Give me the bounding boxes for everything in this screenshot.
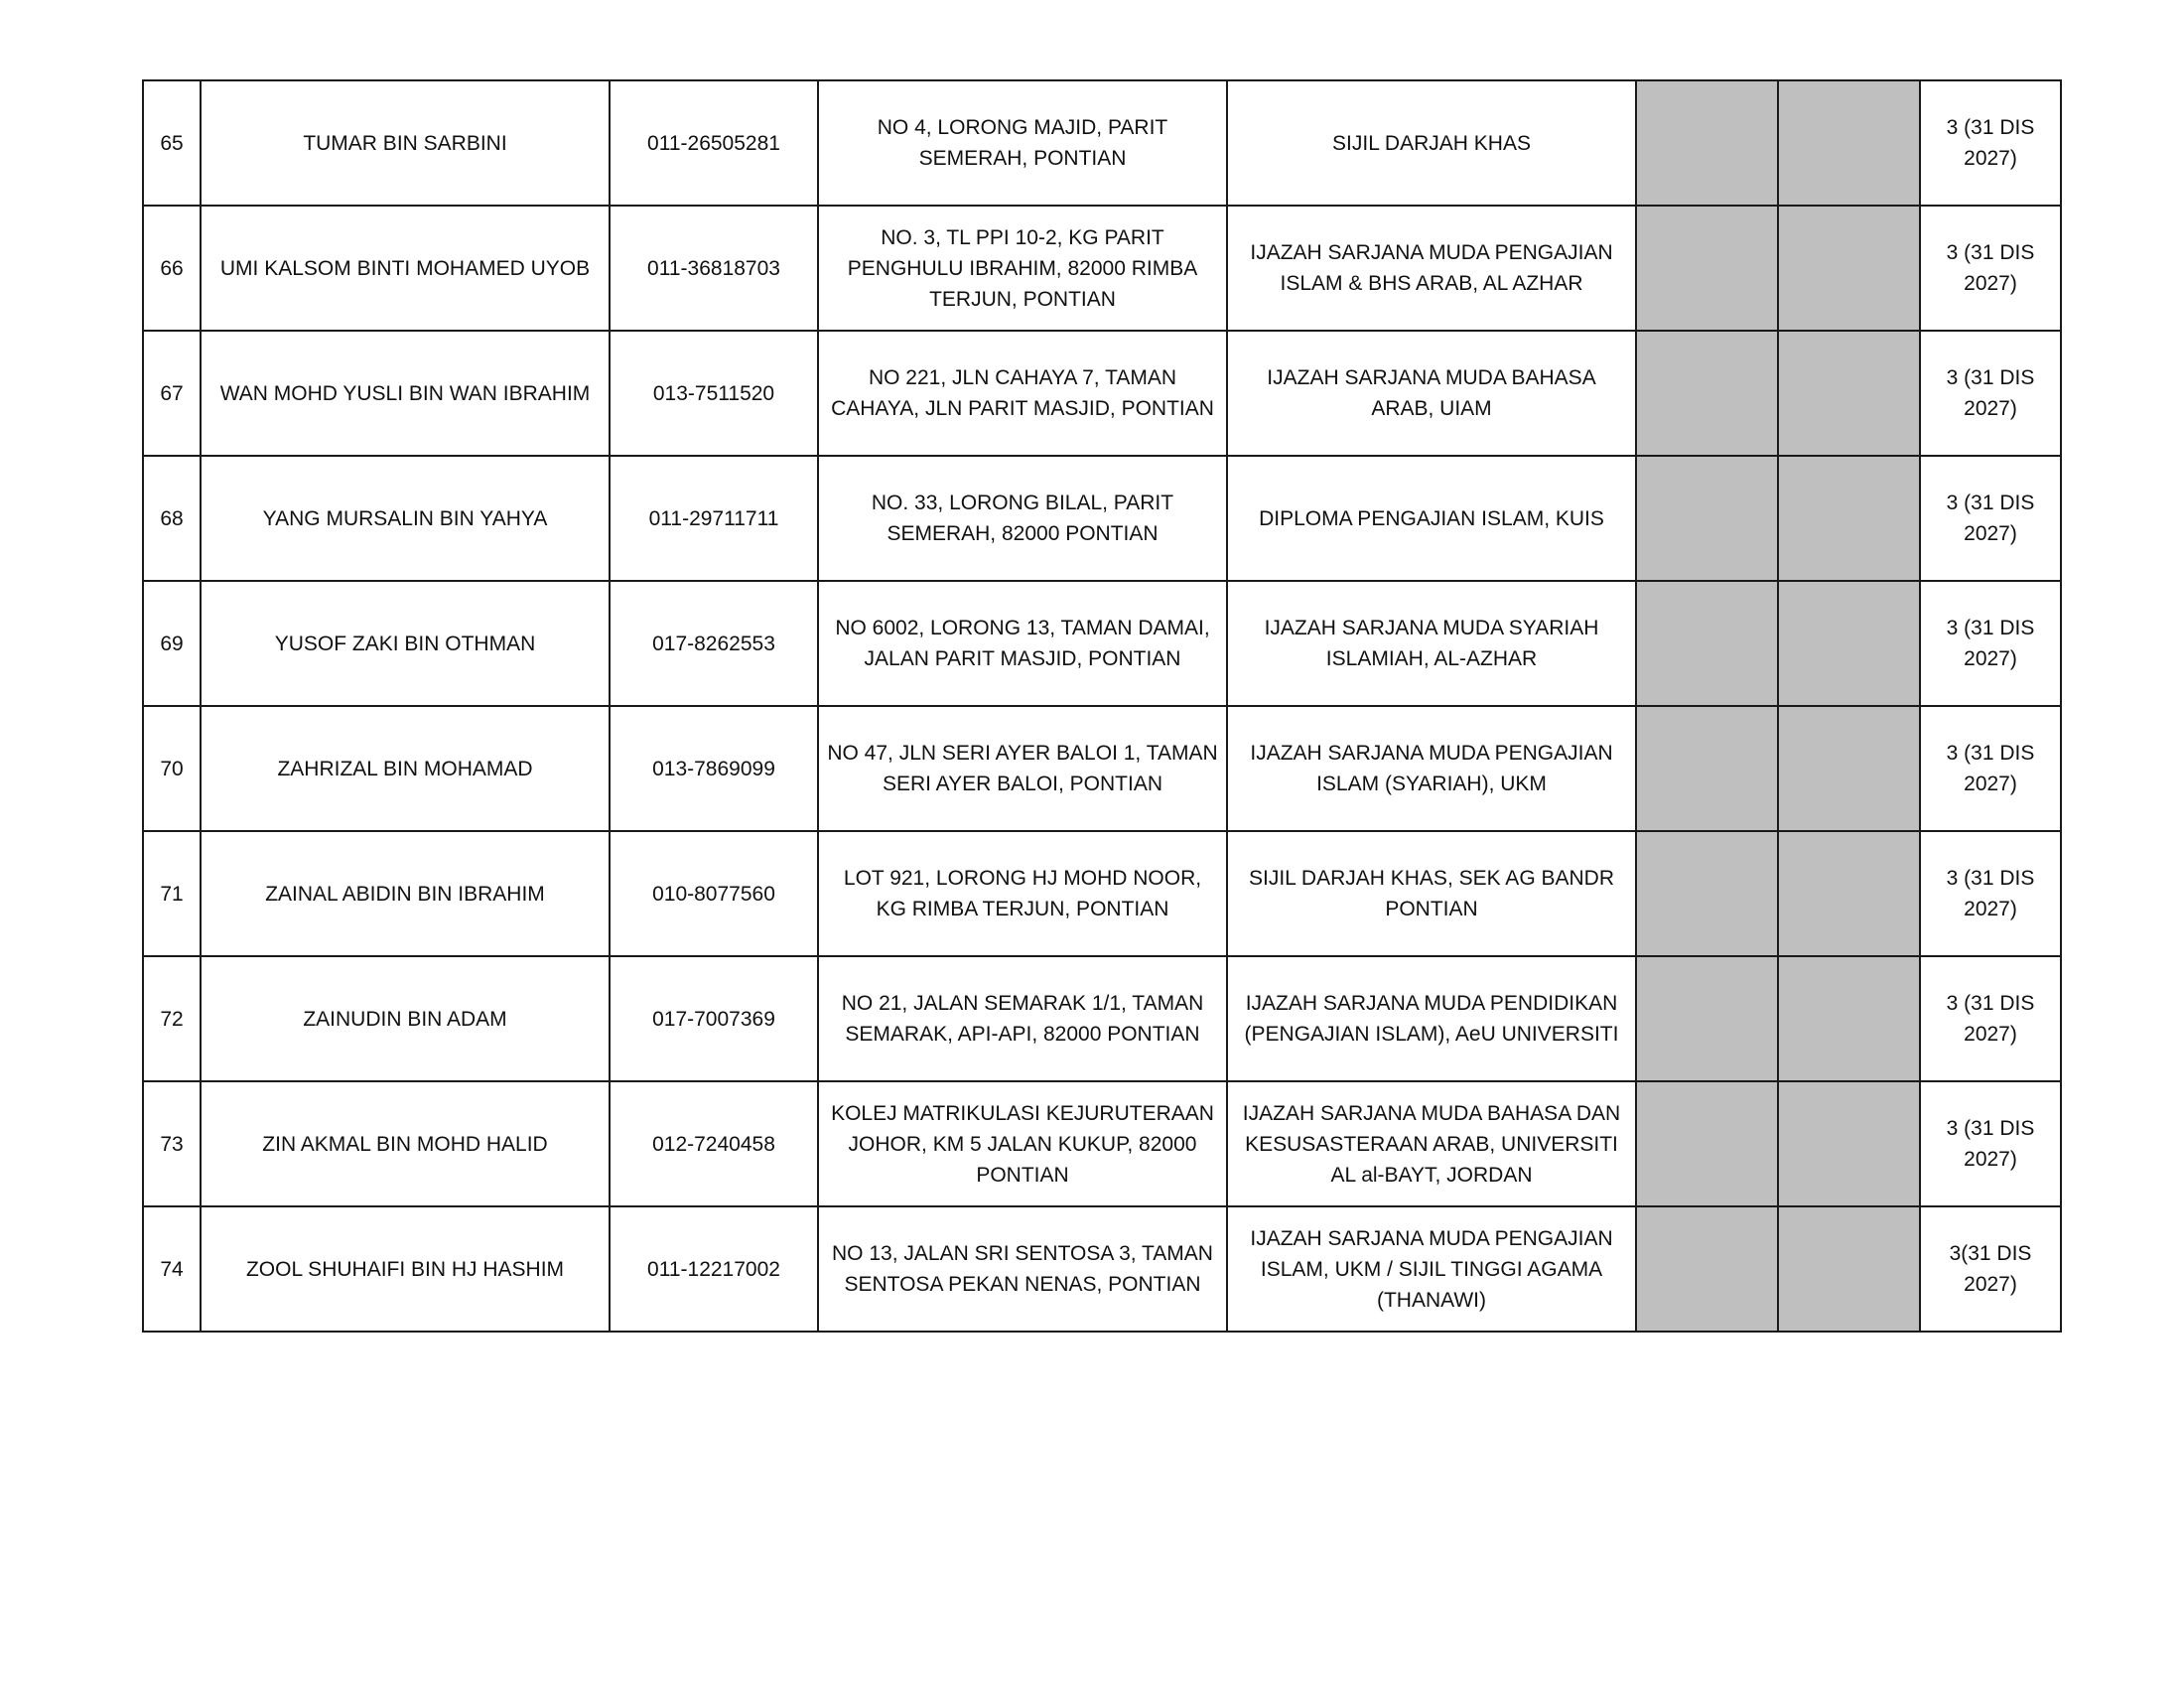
shaded-cell: [1636, 331, 1778, 456]
member-name: UMI KALSOM BINTI MOHAMED UYOB: [201, 206, 610, 331]
shaded-cell: [1636, 706, 1778, 831]
address: NO 4, LORONG MAJID, PARIT SEMERAH, PONTIAN: [818, 80, 1227, 206]
term: 3 (31 DIS 2027): [1920, 831, 2061, 956]
phone-number: 010-8077560: [610, 831, 818, 956]
row-number: 67: [143, 331, 201, 456]
table-row: [143, 1206, 2061, 1332]
document-page: [142, 79, 2060, 1333]
shaded-cell: [1636, 456, 1778, 581]
member-name: ZAINAL ABIDIN BIN IBRAHIM: [201, 831, 610, 956]
qualification: IJAZAH SARJANA MUDA PENGAJIAN ISLAM (SYARIAH), UKM: [1227, 706, 1636, 831]
member-name: ZAINUDIN BIN ADAM: [201, 956, 610, 1081]
shaded-cell: [1778, 706, 1920, 831]
shaded-cell: [1636, 1081, 1778, 1206]
row-number: 69: [143, 581, 201, 706]
term: 3 (31 DIS 2027): [1920, 956, 2061, 1081]
row-number: 72: [143, 956, 201, 1081]
shaded-cell: [1778, 1206, 1920, 1332]
row-number: 71: [143, 831, 201, 956]
shaded-cell: [1636, 80, 1778, 206]
phone-number: 011-26505281: [610, 80, 818, 206]
shaded-cell: [1778, 206, 1920, 331]
address: LOT 921, LORONG HJ MOHD NOOR, KG RIMBA TERJUN, PONTIAN: [818, 831, 1227, 956]
member-name: ZAHRIZAL BIN MOHAMAD: [201, 706, 610, 831]
member-name: WAN MOHD YUSLI BIN WAN IBRAHIM: [201, 331, 610, 456]
row-number: 66: [143, 206, 201, 331]
term: 3 (31 DIS 2027): [1920, 581, 2061, 706]
table-row: [143, 706, 2061, 831]
row-number: 68: [143, 456, 201, 581]
address: NO 221, JLN CAHAYA 7, TAMAN CAHAYA, JLN PARIT MASJID, PONTIAN: [818, 331, 1227, 456]
member-name: YUSOF ZAKI BIN OTHMAN: [201, 581, 610, 706]
term: 3 (31 DIS 2027): [1920, 706, 2061, 831]
row-number: 73: [143, 1081, 201, 1206]
address: NO 6002, LORONG 13, TAMAN DAMAI, JALAN PARIT MASJID, PONTIAN: [818, 581, 1227, 706]
member-name: TUMAR BIN SARBINI: [201, 80, 610, 206]
qualification: IJAZAH SARJANA MUDA BAHASA ARAB, UIAM: [1227, 331, 1636, 456]
row-number: 65: [143, 80, 201, 206]
phone-number: 011-12217002: [610, 1206, 818, 1332]
shaded-cell: [1778, 80, 1920, 206]
qualification: IJAZAH SARJANA MUDA BAHASA DAN KESUSASTERAAN ARAB, UNIVERSITI AL al-BAYT, JORDAN: [1227, 1081, 1636, 1206]
table-row: [143, 831, 2061, 956]
shaded-cell: [1778, 456, 1920, 581]
shaded-cell: [1778, 956, 1920, 1081]
table-row: [143, 1081, 2061, 1206]
address: NO. 3, TL PPI 10-2, KG PARIT PENGHULU IBRAHIM, 82000 RIMBA TERJUN, PONTIAN: [818, 206, 1227, 331]
shaded-cell: [1636, 206, 1778, 331]
shaded-cell: [1636, 956, 1778, 1081]
table-row: [143, 581, 2061, 706]
shaded-cell: [1636, 581, 1778, 706]
shaded-cell: [1636, 831, 1778, 956]
table-row: [143, 206, 2061, 331]
member-name: ZIN AKMAL BIN MOHD HALID: [201, 1081, 610, 1206]
address: NO 47, JLN SERI AYER BALOI 1, TAMAN SERI AYER BALOI, PONTIAN: [818, 706, 1227, 831]
phone-number: 012-7240458: [610, 1081, 818, 1206]
row-number: 70: [143, 706, 201, 831]
term: 3(31 DIS 2027): [1920, 1206, 2061, 1332]
qualification: IJAZAH SARJANA MUDA PENGAJIAN ISLAM & BHS ARAB, AL AZHAR: [1227, 206, 1636, 331]
shaded-cell: [1778, 581, 1920, 706]
row-number: 74: [143, 1206, 201, 1332]
address: NO. 33, LORONG BILAL, PARIT SEMERAH, 82000 PONTIAN: [818, 456, 1227, 581]
phone-number: 011-36818703: [610, 206, 818, 331]
shaded-cell: [1778, 331, 1920, 456]
qualification: SIJIL DARJAH KHAS: [1227, 80, 1636, 206]
address: NO 13, JALAN SRI SENTOSA 3, TAMAN SENTOSA PEKAN NENAS, PONTIAN: [818, 1206, 1227, 1332]
term: 3 (31 DIS 2027): [1920, 456, 2061, 581]
qualification: IJAZAH SARJANA MUDA PENDIDIKAN (PENGAJIAN ISLAM), AeU UNIVERSITI: [1227, 956, 1636, 1081]
phone-number: 011-29711711: [610, 456, 818, 581]
qualification: SIJIL DARJAH KHAS, SEK AG BANDR PONTIAN: [1227, 831, 1636, 956]
address: NO 21, JALAN SEMARAK 1/1, TAMAN SEMARAK, API-API, 82000 PONTIAN: [818, 956, 1227, 1081]
table-row: [143, 80, 2061, 206]
shaded-cell: [1636, 1206, 1778, 1332]
member-name: ZOOL SHUHAIFI BIN HJ HASHIM: [201, 1206, 610, 1332]
term: 3 (31 DIS 2027): [1920, 331, 2061, 456]
roster-table: [142, 79, 2062, 1333]
shaded-cell: [1778, 831, 1920, 956]
phone-number: 017-7007369: [610, 956, 818, 1081]
shaded-cell: [1778, 1081, 1920, 1206]
table-row: [143, 456, 2061, 581]
phone-number: 017-8262553: [610, 581, 818, 706]
phone-number: 013-7511520: [610, 331, 818, 456]
qualification: IJAZAH SARJANA MUDA SYARIAH ISLAMIAH, AL-AZHAR: [1227, 581, 1636, 706]
qualification: IJAZAH SARJANA MUDA PENGAJIAN ISLAM, UKM / SIJIL TINGGI AGAMA (THANAWI): [1227, 1206, 1636, 1332]
member-name: YANG MURSALIN BIN YAHYA: [201, 456, 610, 581]
qualification: DIPLOMA PENGAJIAN ISLAM, KUIS: [1227, 456, 1636, 581]
table-row: [143, 331, 2061, 456]
table-row: [143, 956, 2061, 1081]
term: 3 (31 DIS 2027): [1920, 1081, 2061, 1206]
term: 3 (31 DIS 2027): [1920, 80, 2061, 206]
phone-number: 013-7869099: [610, 706, 818, 831]
term: 3 (31 DIS 2027): [1920, 206, 2061, 331]
address: KOLEJ MATRIKULASI KEJURUTERAAN JOHOR, KM 5 JALAN KUKUP, 82000 PONTIAN: [818, 1081, 1227, 1206]
